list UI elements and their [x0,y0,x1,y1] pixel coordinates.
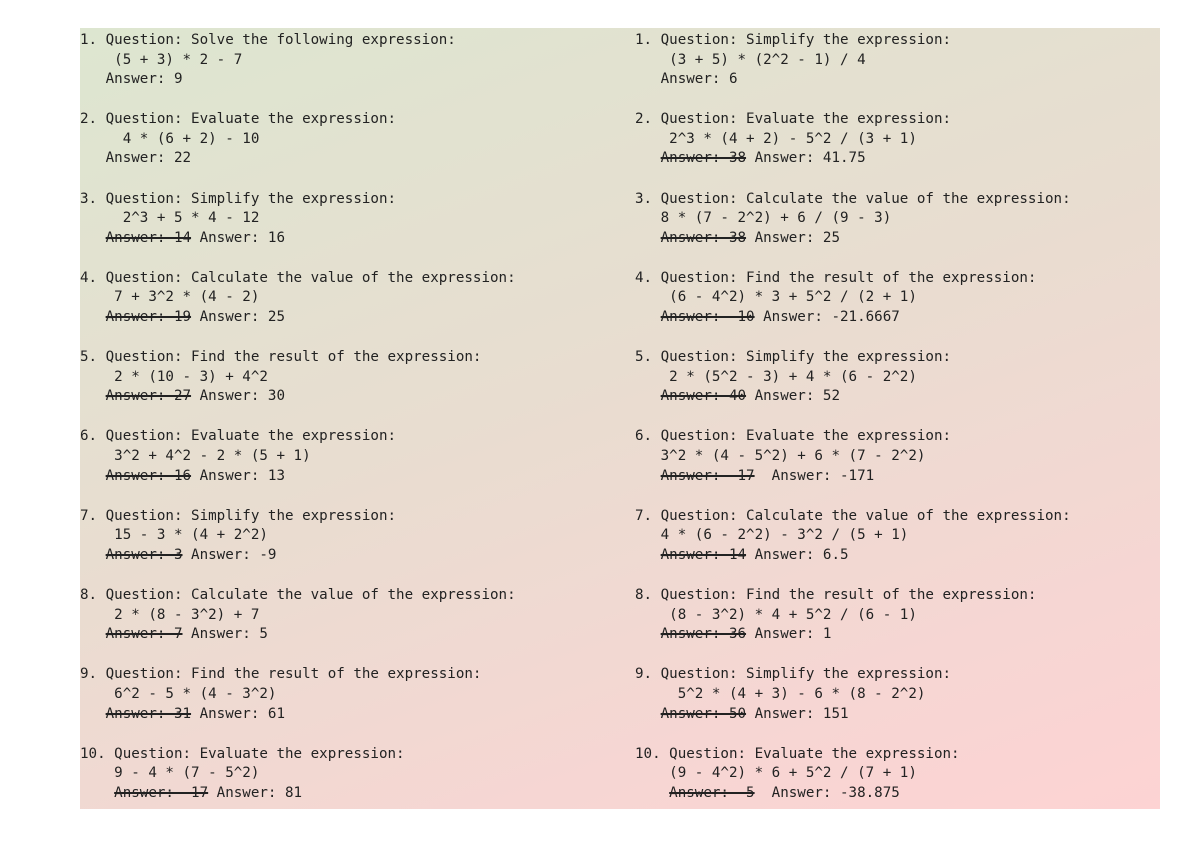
question-item [635,507,1071,586]
question-text: 3. Question: Calculate the value of the expression: [635,190,1071,207]
expression-text: (6 - 4^2) * 3 + 5^2 / (2 + 1) [635,289,917,306]
question-item [635,348,1071,427]
question-item [80,665,516,744]
answer-indent [635,468,661,484]
expression-text: 2 * (10 - 3) + 4^2 [80,368,268,385]
question-item [80,427,516,506]
question-item [635,190,1071,269]
struck-answer: Answer: 27 [105,388,192,405]
question-text: 9. Question: Simplify the expression: [635,666,952,683]
question-text: 2. Question: Evaluate the expression: [635,111,952,128]
expression-text: 2^3 + 5 * 4 - 12 [80,210,260,227]
question-text: 5. Question: Simplify the expression: [635,349,952,366]
answer-text: Answer: 81 [208,784,303,801]
struck-answer: Answer: 40 [660,388,747,405]
answer-line [80,467,516,487]
answer-text: Answer: 5 [182,626,268,643]
question-text: 1. Question: Simplify the expression: [635,32,952,48]
answer-text: Answer: 30 [191,388,286,405]
struck-answer: Answer: -10 [660,309,755,326]
question-item [80,586,516,665]
answer-text: Answer: 1 [746,626,832,643]
right-column [635,31,1071,809]
struck-answer: Answer: 3 [105,546,183,563]
answer-indent [80,468,106,484]
answer-text: Answer: 61 [191,705,286,722]
question-item [80,348,516,427]
answer-text: Answer: 6 [635,71,738,88]
expression-text: 8 * (7 - 2^2) + 6 / (9 - 3) [635,210,892,227]
struck-answer: Answer: -5 [669,784,755,801]
left-column [80,31,516,809]
answer-indent [80,547,106,563]
expression-text: (9 - 4^2) * 6 + 5^2 / (7 + 1) [635,765,917,782]
answer-line [80,308,516,328]
answer-text: Answer: 16 [191,229,286,246]
question-item [635,269,1071,348]
expression-text: 3^2 + 4^2 - 2 * (5 + 1) [80,448,311,465]
answer-text: Answer: 22 [80,150,192,167]
answer-line [635,784,1071,804]
expression-text: 6^2 - 5 * (4 - 3^2) [80,685,277,702]
question-item [635,427,1071,506]
answer-line [635,308,1071,328]
answer-indent [635,626,661,642]
expression-text: (3 + 5) * (2^2 - 1) / 4 [635,51,866,68]
answer-line [635,387,1071,407]
question-text: 8. Question: Find the result of the expression: [635,587,1037,604]
question-text: 5. Question: Find the result of the expression: [80,349,482,366]
answer-line [635,229,1071,249]
answer-indent [80,230,106,246]
struck-answer: Answer: 16 [105,467,192,484]
struck-answer: Answer: 50 [660,705,747,722]
question-item [80,745,516,809]
question-text: 1. Question: Solve the following expression: [80,32,456,48]
answer-indent [635,230,661,246]
answer-text: Answer: -171 [754,467,875,484]
answer-line [635,70,1071,90]
question-item [635,745,1071,809]
expression-text: 4 * (6 - 2^2) - 3^2 / (5 + 1) [635,527,909,544]
answer-line [80,784,516,804]
expression-text: (8 - 3^2) * 4 + 5^2 / (6 - 1) [635,606,917,623]
expression-text: 7 + 3^2 * (4 - 2) [80,289,260,306]
expression-text: (5 + 3) * 2 - 7 [80,51,243,68]
answer-text: Answer: 6.5 [746,546,849,563]
question-text: 3. Question: Simplify the expression: [80,190,397,207]
question-item [635,31,1071,110]
answer-indent [635,388,661,404]
answer-line [635,705,1071,725]
struck-answer: Answer: 38 [660,150,747,167]
struck-answer: Answer: 14 [105,229,192,246]
struck-answer: Answer: -17 [114,784,209,801]
question-text: 4. Question: Find the result of the expression: [635,269,1037,286]
question-text: 7. Question: Simplify the expression: [80,507,397,524]
struck-answer: Answer: 31 [105,705,192,722]
question-item [635,586,1071,665]
answer-text: Answer: 25 [191,309,286,326]
worksheet [80,28,1160,809]
expression-text: 9 - 4 * (7 - 5^2) [80,765,260,782]
answer-text: Answer: 41.75 [746,150,866,167]
answer-indent [635,706,661,722]
answer-text: Answer: 52 [746,388,841,405]
expression-text: 2 * (5^2 - 3) + 4 * (6 - 2^2) [635,368,917,385]
expression-text: 3^2 * (4 - 5^2) + 6 * (7 - 2^2) [635,448,926,465]
expression-text: 2 * (8 - 3^2) + 7 [80,606,260,623]
question-item [80,31,516,110]
question-text: 10. Question: Evaluate the expression: [80,745,405,762]
struck-answer: Answer: 36 [660,626,747,643]
struck-answer: Answer: 17 [660,467,755,484]
question-item [635,665,1071,744]
answer-indent [635,150,661,166]
answer-line [635,546,1071,566]
question-item [635,110,1071,189]
expression-text: 4 * (6 + 2) - 10 [80,130,260,147]
struck-answer: Answer: 38 [660,229,747,246]
answer-line [80,149,516,169]
question-text: 9. Question: Find the result of the expression: [80,666,482,683]
answer-line [80,546,516,566]
question-text: 6. Question: Evaluate the expression: [80,428,397,445]
question-text: 8. Question: Calculate the value of the expression: [80,587,516,604]
answer-line [80,70,516,90]
answer-text: Answer: 151 [746,705,849,722]
question-item [80,110,516,189]
answer-line [635,149,1071,169]
answer-line [80,625,516,645]
expression-text: 2^3 * (4 + 2) - 5^2 / (3 + 1) [635,130,917,147]
question-text: 2. Question: Evaluate the expression: [80,111,397,128]
answer-line [80,387,516,407]
answer-indent [80,706,106,722]
question-item [80,507,516,586]
answer-text: Answer: -21.6667 [754,309,900,326]
answer-text: Answer: 13 [191,467,286,484]
answer-indent [80,785,114,801]
expression-text: 15 - 3 * (4 + 2^2) [80,527,268,544]
answer-line [635,625,1071,645]
answer-text: Answer: 25 [746,229,841,246]
answer-indent [635,309,661,325]
question-text: 6. Question: Evaluate the expression: [635,428,952,445]
answer-indent [80,626,106,642]
struck-answer: Answer: 19 [105,309,192,326]
question-text: 4. Question: Calculate the value of the expression: [80,269,516,286]
question-text: 7. Question: Calculate the value of the expression: [635,507,1071,524]
expression-text: 5^2 * (4 + 3) - 6 * (8 - 2^2) [635,685,926,702]
answer-indent [80,309,106,325]
question-text: 10. Question: Evaluate the expression: [635,745,960,762]
struck-answer: Answer: 7 [105,626,183,643]
question-item [80,190,516,269]
answer-indent [635,785,669,801]
question-item [80,269,516,348]
answer-line [635,467,1071,487]
struck-answer: Answer: 14 [660,546,747,563]
answer-text: Answer: -9 [182,546,277,563]
answer-line [80,229,516,249]
answer-indent [80,388,106,404]
answer-line [80,705,516,725]
answer-text: Answer: -38.875 [754,784,900,801]
answer-text: Answer: 9 [80,71,183,88]
answer-indent [635,547,661,563]
